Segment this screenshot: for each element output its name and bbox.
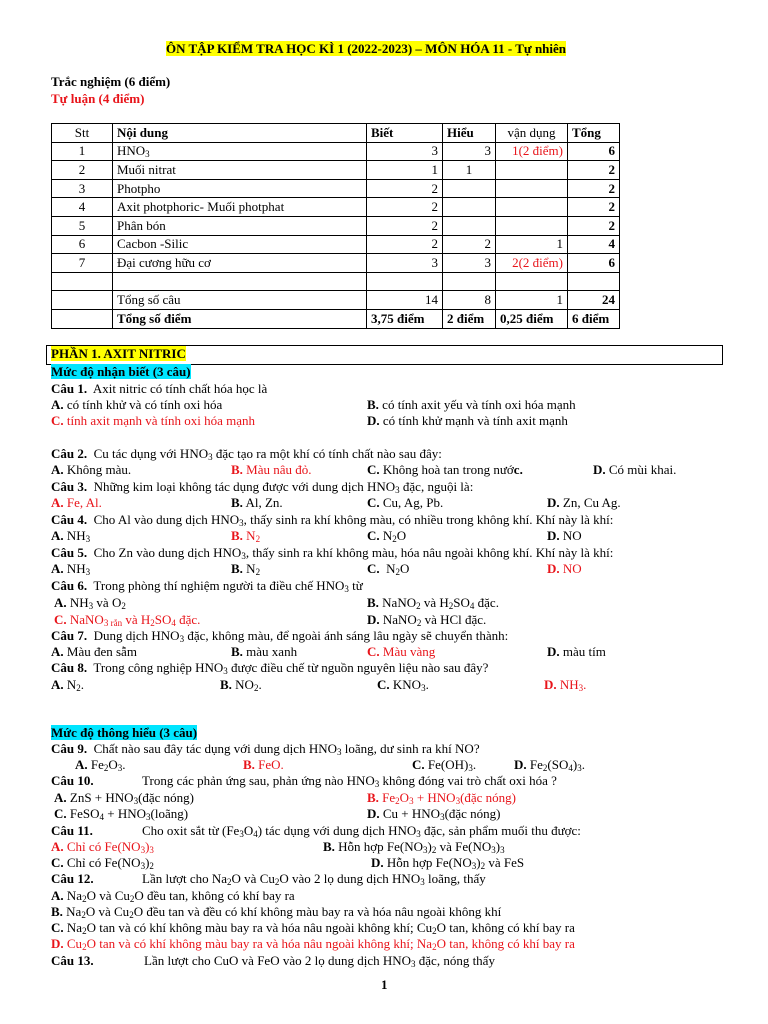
table-cell: 2 [568,179,620,198]
table-cell: 6 điểm [568,309,620,328]
table-cell [496,198,568,217]
q5-option-c: C. $N_2O$ [367,561,410,577]
q1-option-d: D. có tính khử mạnh và tính axit mạnh [367,413,568,428]
table-cell: 2 [367,198,443,217]
question-12-text: Lần lượt cho $Na_2O$ và $Cu_2O$ vào 2 lọ dung dịch $HNO_3$ loãng, thấy [142,871,486,887]
table-row [52,309,620,328]
question-3: Câu 3. Những kim loại không tác dụng được với dung dịch $HNO_3$ đặc, nguội là: [51,479,474,495]
table-cell [443,198,496,217]
question-6: Câu 6. Trong phòng thí nghiệm người ta điều chế $HNO_3$ từ [51,578,363,594]
question-11-text: Cho oxit sắt từ $(Fe_3O_4)$ tác dụng với dung dịch $HNO_3$ đặc, sản phẩm muối thu được: [142,823,581,839]
question-13: Câu 13. [51,953,94,968]
table-cell: 2 [568,198,620,217]
q8-option-a: A. $N_2$. [51,677,85,693]
table-header-cell: vận dụng [496,124,568,143]
q9-option-b: B. FeO. [243,757,284,772]
table-cell [443,216,496,235]
q11-option-c: C. Chỉ có $Fe(NO_3)_2$ [51,855,154,871]
table-cell: 3 [367,142,443,161]
table-cell [367,272,443,291]
question-7: Câu 7. Dung dịch $HNO_3$ đặc, không màu, để ngoài ánh sáng lâu ngày sẽ chuyển thành: [51,628,509,644]
q12-option-a: A. $Na_2O$ và $Cu_2O$ đều tan, không có khí bay ra [51,888,295,904]
score-mcq: Trắc nghiệm (6 điểm) [51,74,171,89]
table-cell: 1 [367,161,443,180]
q11-option-d: D. Hỗn hợp $Fe(NO_3)_2$ và FeS [371,855,525,871]
table-row [52,291,620,310]
q4-option-b: B. $N_2$ [231,528,261,544]
question-4: Câu 4. Cho Al vào dung dịch $HNO_3$, thấy sinh ra khí không màu, có nhiều trong không khí. Khí này là khí: [51,512,614,528]
table-cell: 3 [52,179,113,198]
table-cell: 24 [568,291,620,310]
q6-option-a: A. $NH_3$ và $O_2$ [54,595,126,611]
q6-option-c: C. NaNO$_{3 rắn}$ và $H_2SO_4$ đặc. [54,612,201,628]
q11-option-b: B. Hỗn hợp $Fe(NO_3)_2$ và $Fe(NO_3)_3$ [323,839,505,855]
table-cell: Tổng số câu [113,291,367,310]
table-cell: Tổng số điểm [113,309,367,328]
page-title: ÔN TẬP KIỂM TRA HỌC KÌ 1 (2022-2023) – MÔN HÓA 11 - Tự nhiên [166,41,567,56]
q7-option-a: A. Màu đen sẫm [51,644,137,659]
table-cell [496,161,568,180]
q9-option-d: D. $Fe_2(SO_4)_3$. [514,757,585,773]
table-cell: Axit photphoric- Muối photphat [113,198,367,217]
table-cell: 0,25 điểm [496,309,568,328]
q9-option-c: C. $Fe(OH)_3$. [412,757,477,773]
q10-option-b: B. $Fe_2O_3$ + $HNO_3(đặc$ nóng) [367,790,517,806]
table-cell: 8 [443,291,496,310]
question-10: Câu 10. [51,773,94,788]
table-row [52,179,620,198]
q3-option-b: B. Al, Zn. [231,495,283,510]
question-13-text: Lần lượt cho CuO và FeO vào 2 lọ dung dịch $HNO_3$ đặc, nóng thấy [144,953,495,969]
table-row [52,254,620,273]
q1-option-a: A. có tính khử và có tính oxi hóa [51,397,223,412]
table-row [52,235,620,254]
q12-option-d: D. $Cu_2O$ tan và có khí không màu bay ra và hóa nâu ngoài không khí; $Na_2O$ tan, không có khí bay ra [51,936,575,952]
q3-option-c: C. Cu, Ag, Pb. [367,495,444,510]
table-cell: 2 [367,235,443,254]
table-cell: 1 [52,142,113,161]
table-cell: 2 [52,161,113,180]
table-cell: Photpho [113,179,367,198]
table-cell: 4 [568,235,620,254]
table-header-cell: Nội dung [113,124,367,143]
q8-option-b: B. $NO_2$. [220,677,262,693]
table-cell: 3,75 điểm [367,309,443,328]
table-cell: 14 [367,291,443,310]
q10-option-c: C. FeSO$_4$ + $HNO_3(loãng)$ [54,806,189,822]
level-heading: Mức độ thông hiểu (3 câu) [51,725,198,740]
table-cell: 5 [52,216,113,235]
table-cell: 2(2 điểm) [496,254,568,273]
table-cell [52,309,113,328]
q12-option-c: C. $Na_2O$ tan và có khí không màu bay ra và hóa nâu ngoài không khí; $Cu_2O$ tan, không có khí bay ra [51,920,575,936]
q7-option-d: D. màu tím [547,644,606,659]
q6-option-b: B. NaNO$_2$ và $H_2SO_4$ đặc. [367,595,499,611]
table-cell: 1 [496,291,568,310]
q4-option-a: A. $NH_3$ [51,528,91,544]
table-cell: 2 [367,179,443,198]
table-cell [443,272,496,291]
table-header-row [52,124,620,143]
table-header-cell: Stt [52,124,113,143]
q5-option-a: A. $NH_3$ [51,561,91,577]
table-cell: $HNO_3$ [113,142,367,161]
table-cell [496,216,568,235]
table-cell: 2 [367,216,443,235]
q9-option-a: A. $Fe_2O_3$. [75,757,126,773]
table-row [52,198,620,217]
table-cell [568,272,620,291]
q2-option-d: D. Có mùi khai. [593,462,677,477]
q4-option-c: C. $N_2O$ [367,528,407,544]
q10-option-d: D. $Cu + HNO_3(đặc$ nóng) [367,806,501,822]
table-cell [113,272,367,291]
section-heading: PHẦN 1. AXIT NITRIC [51,346,186,361]
table-cell: 7 [52,254,113,273]
table-cell [52,291,113,310]
table-cell: 1 [496,235,568,254]
q7-option-b: B. màu xanh [231,644,298,659]
q12-option-b: B. $Na_2O$ và $Cu_2O$ đều tan và đều có khí không màu bay ra và hóa nâu ngoài không khí [51,904,502,920]
table-cell: Cacbon -Silic [113,235,367,254]
q2-option-c: C. Không hoà tan trong nước. [367,462,523,477]
table-cell [443,179,496,198]
question-2: Câu 2. Cu tác dụng với $HNO_3$ đặc tạo ra một khí có tính chất nào sau đây: [51,446,442,462]
table-cell: 3 [443,142,496,161]
q8-option-c: C. $KNO_3$. [377,677,429,693]
level-heading: Mức độ nhận biết (3 câu) [51,364,191,379]
q4-option-d: D. NO [547,528,582,543]
table-cell: 6 [52,235,113,254]
table-cell: 3 [443,254,496,273]
table-row [52,161,620,180]
table-cell: 2 điểm [443,309,496,328]
question-5: Câu 5. Cho Zn vào dung dịch $HNO_3$, thấy sinh ra khí không màu, hóa nâu ngoài không khí. Khí này là khí: [51,545,614,561]
table-cell: 3 [367,254,443,273]
q8-option-d: D. $NH_3$. [544,677,587,693]
table-cell: 6 [568,142,620,161]
table-header-cell: Biết [367,124,443,143]
question-10-text: Trong các phản ứng sau, phản ứng nào $HNO_3$ không đóng vai trò chất oxi hóa ? [142,773,557,789]
table-cell: 1 [443,161,496,180]
q6-option-d: D. NaNO$_2$ và HCl đặc. [367,612,487,628]
table-cell: 2 [568,161,620,180]
table-cell: 4 [52,198,113,217]
q10-option-a: A. ZnS + $HNO_3(đặc$ nóng) [54,790,195,806]
score-essay: Tự luận (4 điểm) [51,91,145,106]
table-cell [496,272,568,291]
q11-option-a: A. Chỉ có $Fe(NO_3)_3$ [51,839,154,855]
table-cell: 1(2 điểm) [496,142,568,161]
table-cell: 2 [568,216,620,235]
q3-option-a: A. Fe, Al. [51,495,102,510]
table-row [52,216,620,235]
question-1: Câu 1. Axit nitric có tính chất hóa học là [51,381,268,396]
table-header-cell: Hiểu [443,124,496,143]
question-11: Câu 11. [51,823,93,838]
table-row [52,142,620,161]
q7-option-c: C. Màu vàng [367,644,436,659]
page-number: 1 [381,977,388,992]
q2-option-a: A. Không màu. [51,462,132,477]
table-cell: 6 [568,254,620,273]
table-header-cell: Tổng [568,124,620,143]
q5-option-d: D. NO [547,561,582,576]
table-cell: Muối nitrat [113,161,367,180]
table-cell [52,272,113,291]
summary-table [51,123,620,329]
question-12: Câu 12. [51,871,94,886]
table-cell: Đại cương hữu cơ [113,254,367,273]
q1-option-c: C. tính axit mạnh và tính oxi hóa mạnh [51,413,255,428]
q5-option-b: B. $N_2$ [231,561,261,577]
table-cell: Phân bón [113,216,367,235]
table-cell [496,179,568,198]
q2-option-b: B. Màu nâu đỏ. [231,462,312,477]
table-cell: 2 [443,235,496,254]
table-row [52,272,620,291]
question-9: Câu 9. Chất nào sau đây tác dụng với dung dịch $HNO_3$ loãng, dư sinh ra khí NO? [51,741,480,757]
q3-option-d: D. Zn, Cu Ag. [547,495,621,510]
q1-option-b: B. có tính axit yếu và tính oxi hóa mạnh [367,397,576,412]
question-8: Câu 8. Trong công nghiệp $HNO_3$ được điều chế từ nguồn nguyên liệu nào sau đây? [51,660,489,676]
